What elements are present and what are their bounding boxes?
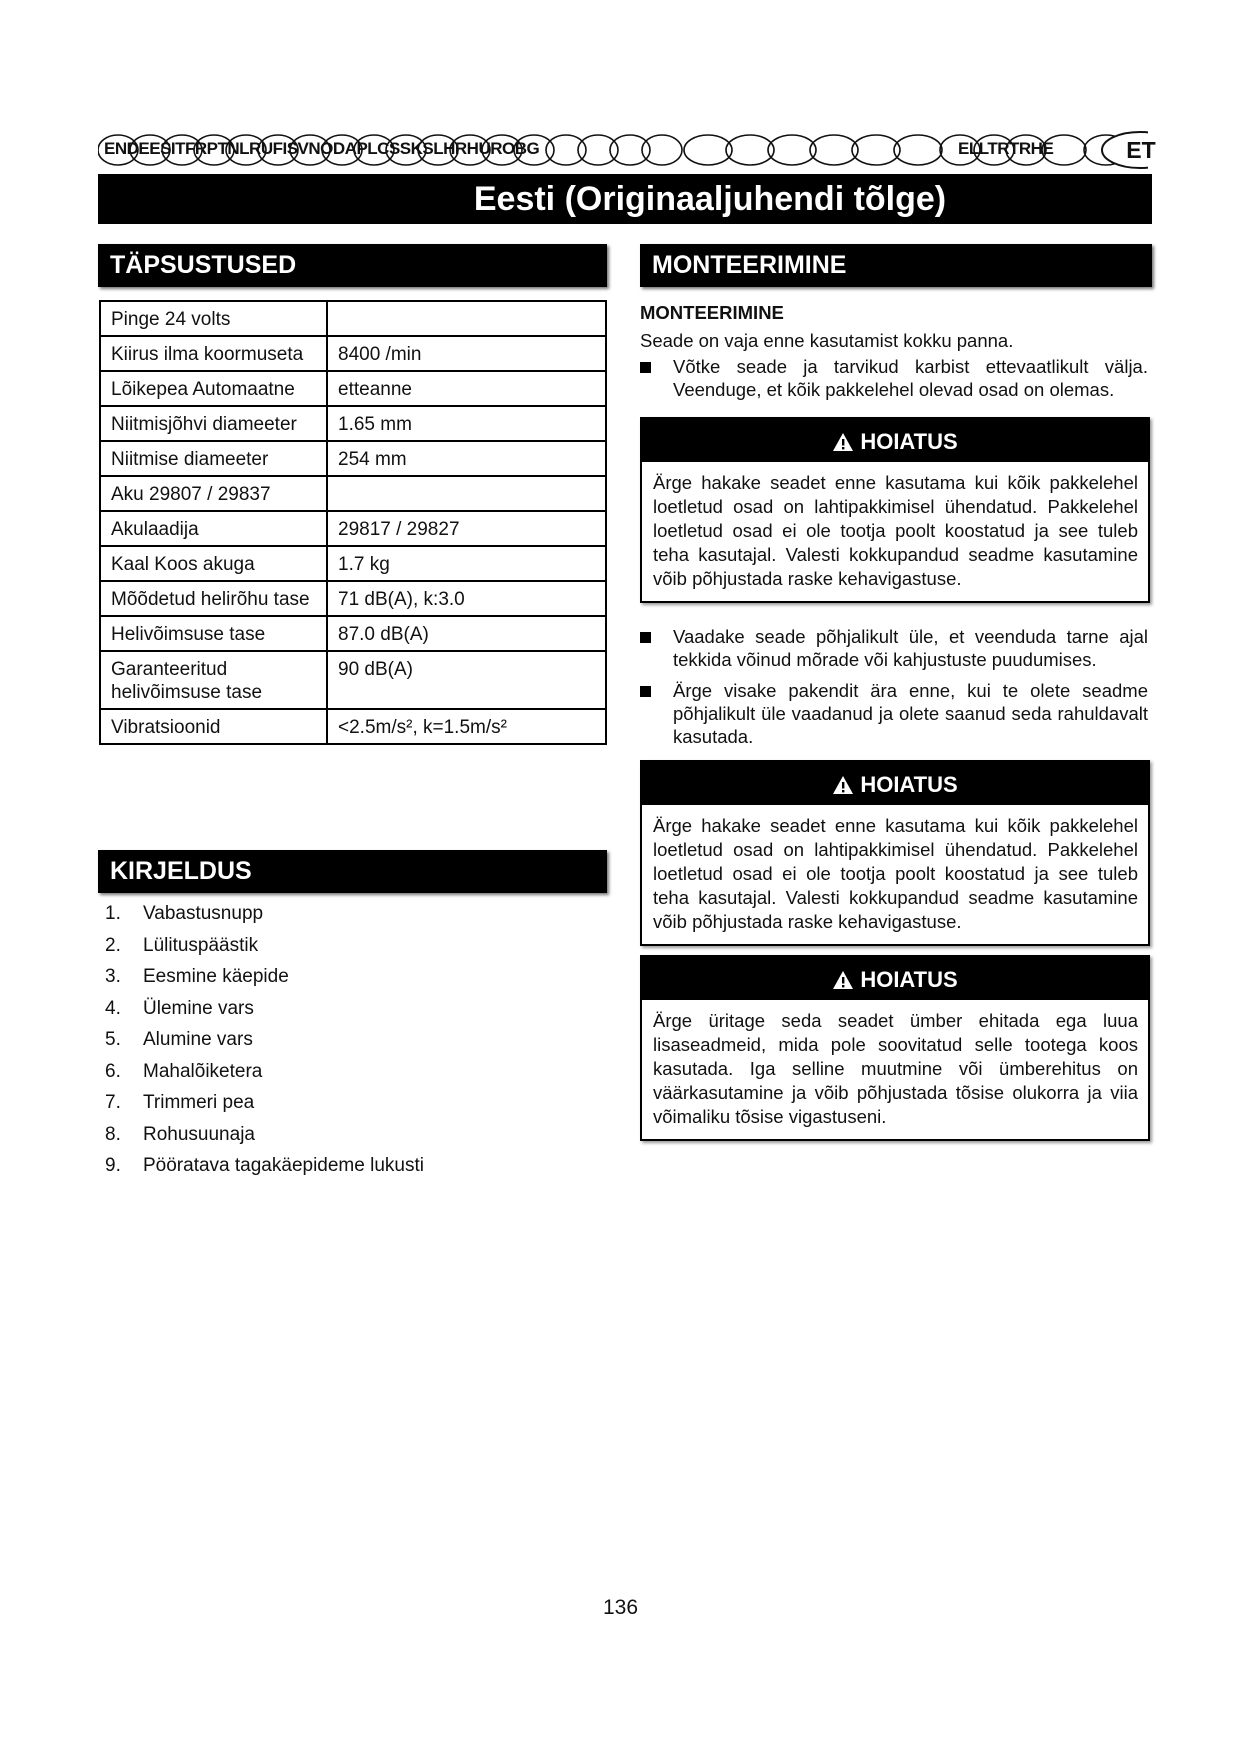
spec-value: [327, 476, 606, 511]
specs-heading: TÄPSUSTUSED: [98, 244, 607, 287]
spec-row: [100, 616, 606, 651]
warning-label: HOIATUS: [860, 967, 958, 992]
language-tab: [768, 135, 816, 165]
bullet-square-icon: [640, 686, 651, 697]
spec-value: [327, 301, 606, 336]
item-number: 8.: [105, 1123, 121, 1145]
assembly-heading: MONTEERIMINE: [640, 244, 1152, 287]
spec-label: Helivõimsuse tase: [100, 616, 327, 651]
spec-value: etteanne: [327, 371, 606, 406]
spec-value: 29817 / 29827: [327, 511, 606, 546]
description-item: [99, 961, 424, 993]
spec-label: Kiirus ilma koormuseta: [100, 336, 327, 371]
spec-label: Mõõdetud helirõhu tase: [100, 581, 327, 616]
item-label: Ülemine vars: [143, 997, 254, 1019]
bullet-square-icon: [640, 632, 651, 643]
description-heading: KIRJELDUS: [98, 850, 607, 893]
spec-label: Garanteeritud helivõimsuse tase: [100, 651, 327, 709]
bullet-square-icon: [640, 362, 651, 373]
item-number: 6.: [105, 1060, 121, 1082]
spec-value: <2.5m/s², k=1.5m/s²: [327, 709, 606, 744]
assembly-bullet: [640, 355, 1148, 401]
spec-row: [100, 301, 606, 336]
language-tab: [894, 135, 942, 165]
item-label: Rohusuunaja: [143, 1123, 255, 1145]
language-tab: [684, 135, 732, 165]
warning-header: [642, 762, 1148, 805]
warning-box: [640, 417, 1150, 603]
bullet-text: Võtke seade ja tarvikud karbist ettevaatlikult välja. Veenduge, et kõik pakkelehel olevad osad on olemas.: [673, 356, 1148, 400]
spec-value: 90 dB(A): [327, 651, 606, 709]
spec-row: [100, 336, 606, 371]
warning-box: [640, 760, 1150, 946]
spec-value: 254 mm: [327, 441, 606, 476]
item-number: 3.: [105, 966, 121, 987]
item-label: Pööratava tagakäepideme lukusti: [143, 1155, 424, 1176]
spec-value: 1.65 mm: [327, 406, 606, 441]
specs-table: [99, 300, 607, 745]
spec-value: 8400 /min: [327, 336, 606, 371]
warning-header: [642, 957, 1148, 1000]
warning-triangle-icon: [832, 970, 854, 990]
page-number: 136: [602, 1596, 639, 1619]
warning-text: Ärge hakake seadet enne kasutama kui kõik pakkelehel loetletud osad on lahtipakkimisel ühendatud. Pakkelehel loetletud osad ei ole tootja poolt koostatud ja see tuleb teha kasutajal. Valesti kokkupandud seadme kasutamine võib põhjustada raske kehavigastuse.: [653, 472, 1138, 589]
item-label: Trimmeri pea: [143, 1092, 255, 1113]
warning-triangle-icon: [832, 432, 854, 452]
warning-box: [640, 955, 1150, 1141]
item-number: 4.: [105, 997, 121, 1019]
description-item: [99, 898, 424, 930]
language-tab: [610, 135, 650, 165]
spec-label: Niitmisjõhvi diameeter: [100, 406, 327, 441]
spec-row: [100, 709, 606, 744]
item-number: 1.: [105, 903, 121, 924]
item-number: 9.: [105, 1155, 121, 1176]
warning-label: HOIATUS: [860, 429, 958, 454]
warning-text: Ärge üritage seda seadet ümber ehitada ega luua lisaseadmeid, mida pole soovitatud selle tootega koos kasutada. Iga selline muutmine või ümberehitus on väärkasutamine ja võib põhjustada tõsise olukorra ja viia võimaliku tõsise vigastuseni.: [653, 1010, 1138, 1127]
assembly-bullet: [640, 625, 1148, 671]
language-codes-left: ENDEESITFRPTNLRUFISVNODAPLCSSKSLHRHUROBG: [104, 139, 540, 158]
language-codes-right: ELLTRTRHE: [958, 139, 1054, 158]
spec-label: Akulaadija: [100, 511, 327, 546]
spec-row: [100, 441, 606, 476]
spec-row: [100, 406, 606, 441]
language-tab: [578, 135, 618, 165]
item-label: Lülituspäästik: [143, 934, 259, 956]
bullet-text: Vaadake seade põhjalikult üle, et veenduda tarne ajal tekkida võinud mõrade või kahjustuste puudumises.: [673, 626, 1148, 670]
item-number: 5.: [105, 1029, 121, 1050]
current-language: ET: [1126, 137, 1156, 163]
description-item: [99, 1024, 424, 1056]
description-list: [99, 898, 424, 1182]
warning-text: Ärge hakake seadet enne kasutama kui kõik pakkelehel loetletud osad on lahtipakkimisel ühendatud. Pakkelehel loetletud osad ei ole tootja poolt koostatud ja see tuleb teha kasutajal. Valesti kokkupandud seadme kasutamine võib põhjustada raske kehavigastuse.: [653, 815, 1138, 932]
language-tab: [642, 135, 682, 165]
item-label: Vabastusnupp: [143, 903, 264, 924]
spec-row: [100, 546, 606, 581]
spec-row: [100, 476, 606, 511]
page-title: Eesti (Originaaljuhendi tõlge): [98, 174, 1152, 224]
language-tab: [726, 135, 774, 165]
description-item: [99, 1119, 424, 1151]
description-item: [99, 993, 424, 1025]
spec-label: Pinge 24 volts: [100, 301, 327, 336]
spec-value: 71 dB(A), k:3.0: [327, 581, 606, 616]
language-tab: [852, 135, 900, 165]
spec-label: Kaal Koos akuga: [100, 546, 327, 581]
spec-row: [100, 511, 606, 546]
item-label: Alumine vars: [143, 1029, 253, 1050]
item-label: Eesmine käepide: [143, 966, 289, 987]
language-tab: [810, 135, 858, 165]
spec-value: 1.7 kg: [327, 546, 606, 581]
assembly-bullet: [640, 679, 1148, 748]
description-item: [99, 1087, 424, 1119]
spec-label: Aku 29807 / 29837: [100, 476, 327, 511]
description-item: [99, 930, 424, 962]
spec-value: 87.0 dB(A): [327, 616, 606, 651]
spec-label: Lõikepea Automaatne: [100, 371, 327, 406]
item-number: 2.: [105, 934, 121, 956]
description-item: [99, 1056, 424, 1088]
language-tab: [546, 135, 586, 165]
spec-row: [100, 371, 606, 406]
language-tabs: [98, 130, 1156, 172]
spec-row: [100, 651, 606, 709]
assembly-subheading: MONTEERIMINE: [640, 302, 784, 323]
warning-triangle-icon: [832, 775, 854, 795]
spec-label: Niitmise diameeter: [100, 441, 327, 476]
item-label: Mahalõiketera: [143, 1060, 263, 1082]
spec-label: Vibratsioonid: [100, 709, 327, 744]
item-number: 7.: [105, 1092, 121, 1113]
description-item: [99, 1150, 424, 1182]
bullet-text: Ärge visake pakendit ära enne, kui te olete seadme põhjalikult üle vaadanud ja olete saanud seda rahuldavalt kasutada.: [673, 680, 1148, 747]
warning-header: [642, 419, 1148, 462]
spec-row: [100, 581, 606, 616]
warning-label: HOIATUS: [860, 772, 958, 797]
assembly-intro: Seade on vaja enne kasutamist kokku panna.: [640, 330, 1014, 351]
